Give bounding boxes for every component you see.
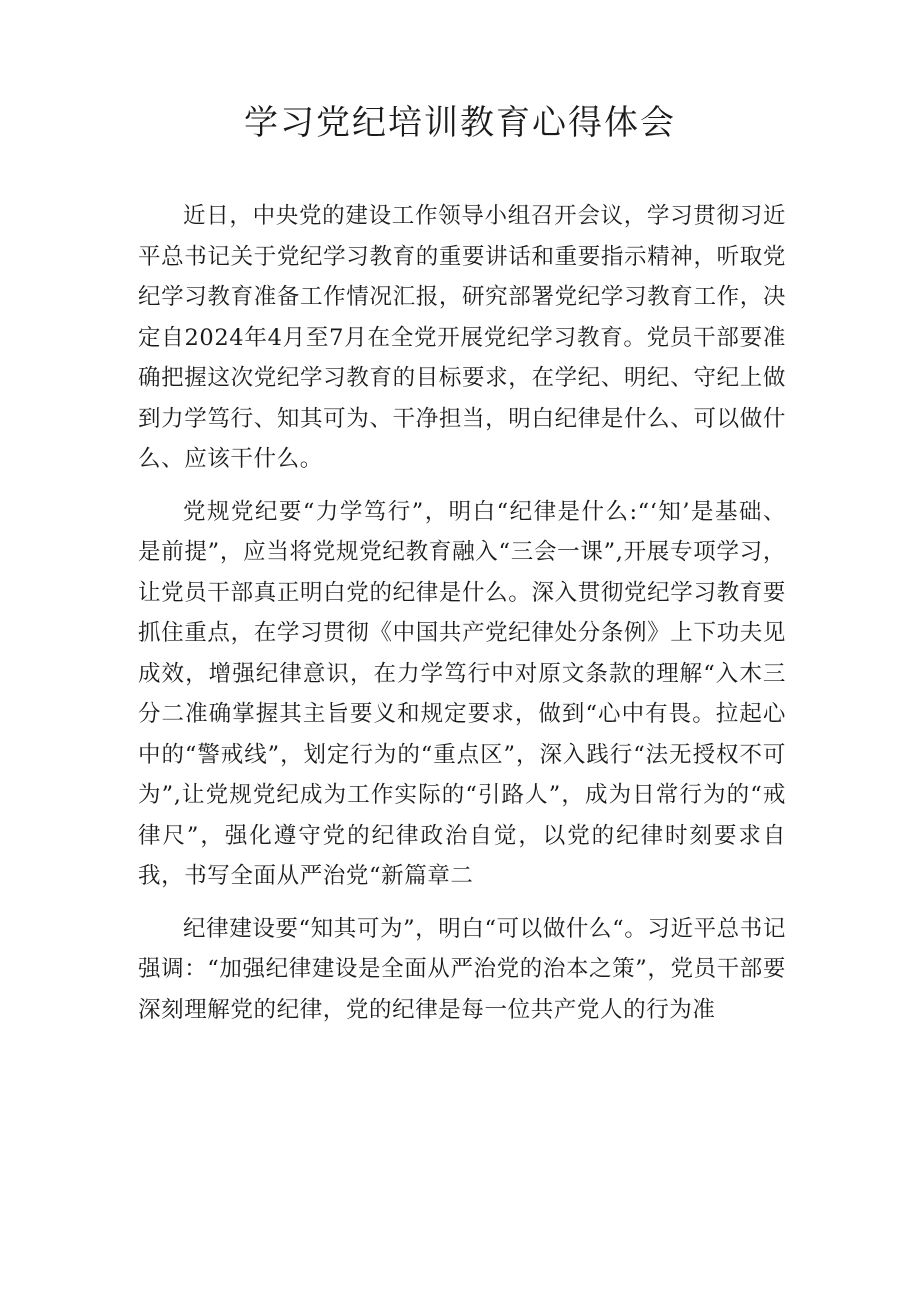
document-title: 学习党纪培训教育心得体会 <box>244 103 676 143</box>
paragraph-3: 纪律建设要“知其可为”，明白“可以做什么“。习近平总书记强调：“加强纪律建设是全面从严治党的治本之策”，党员干部要深刻理解党的纪律，党的纪律是每一位共产党人的行为准 <box>138 915 786 1023</box>
paragraph-1: 近日，中央党的建设工作领导小组召开会议，学习贯彻习近平总书记关于党纪学习教育的重要讲话和重要指示精神，听取党纪学习教育准备工作情况汇报，研究部署党纪学习教育工作，决定自2024年4月至7月在全党开展党纪学习教育。党员干部要准确把握这次党纪学习教育的目标要求，在学纪、明纪、守纪上做到力学笃行、知其可为、干净担当，明白纪律是什么、可以做什么、应该干什么。 <box>138 203 786 472</box>
document-body <box>138 196 786 1042</box>
paragraph-2: 党规党纪要“力学笃行”，明白“纪律是什么:“‘知’是基础、是前提”，应当将党规党纪教育融入“三会一课”,开展专项学习，让党员干部真正明白党的纪律是什么。深入贯彻党纪学习教育要抓住重点，在学习贯彻《中国共产党纪律处分条例》上下功夫见成效，增强纪律意识，在力学笃行中对原文条款的理解“入木三分二准确掌握其主旨要义和规定要求，做到“心中有畏。拉起心中的“警戒线”，划定行为的“重点区”，深入践行“法无授权不可为”,让党规党纪成为工作实际的“引路人”，成为日常行为的“戒律尺”，强化遵守党的纪律政治自觉，以党的纪律时刻要求自我，书写全面从严治党“新篇章二 <box>138 498 786 889</box>
